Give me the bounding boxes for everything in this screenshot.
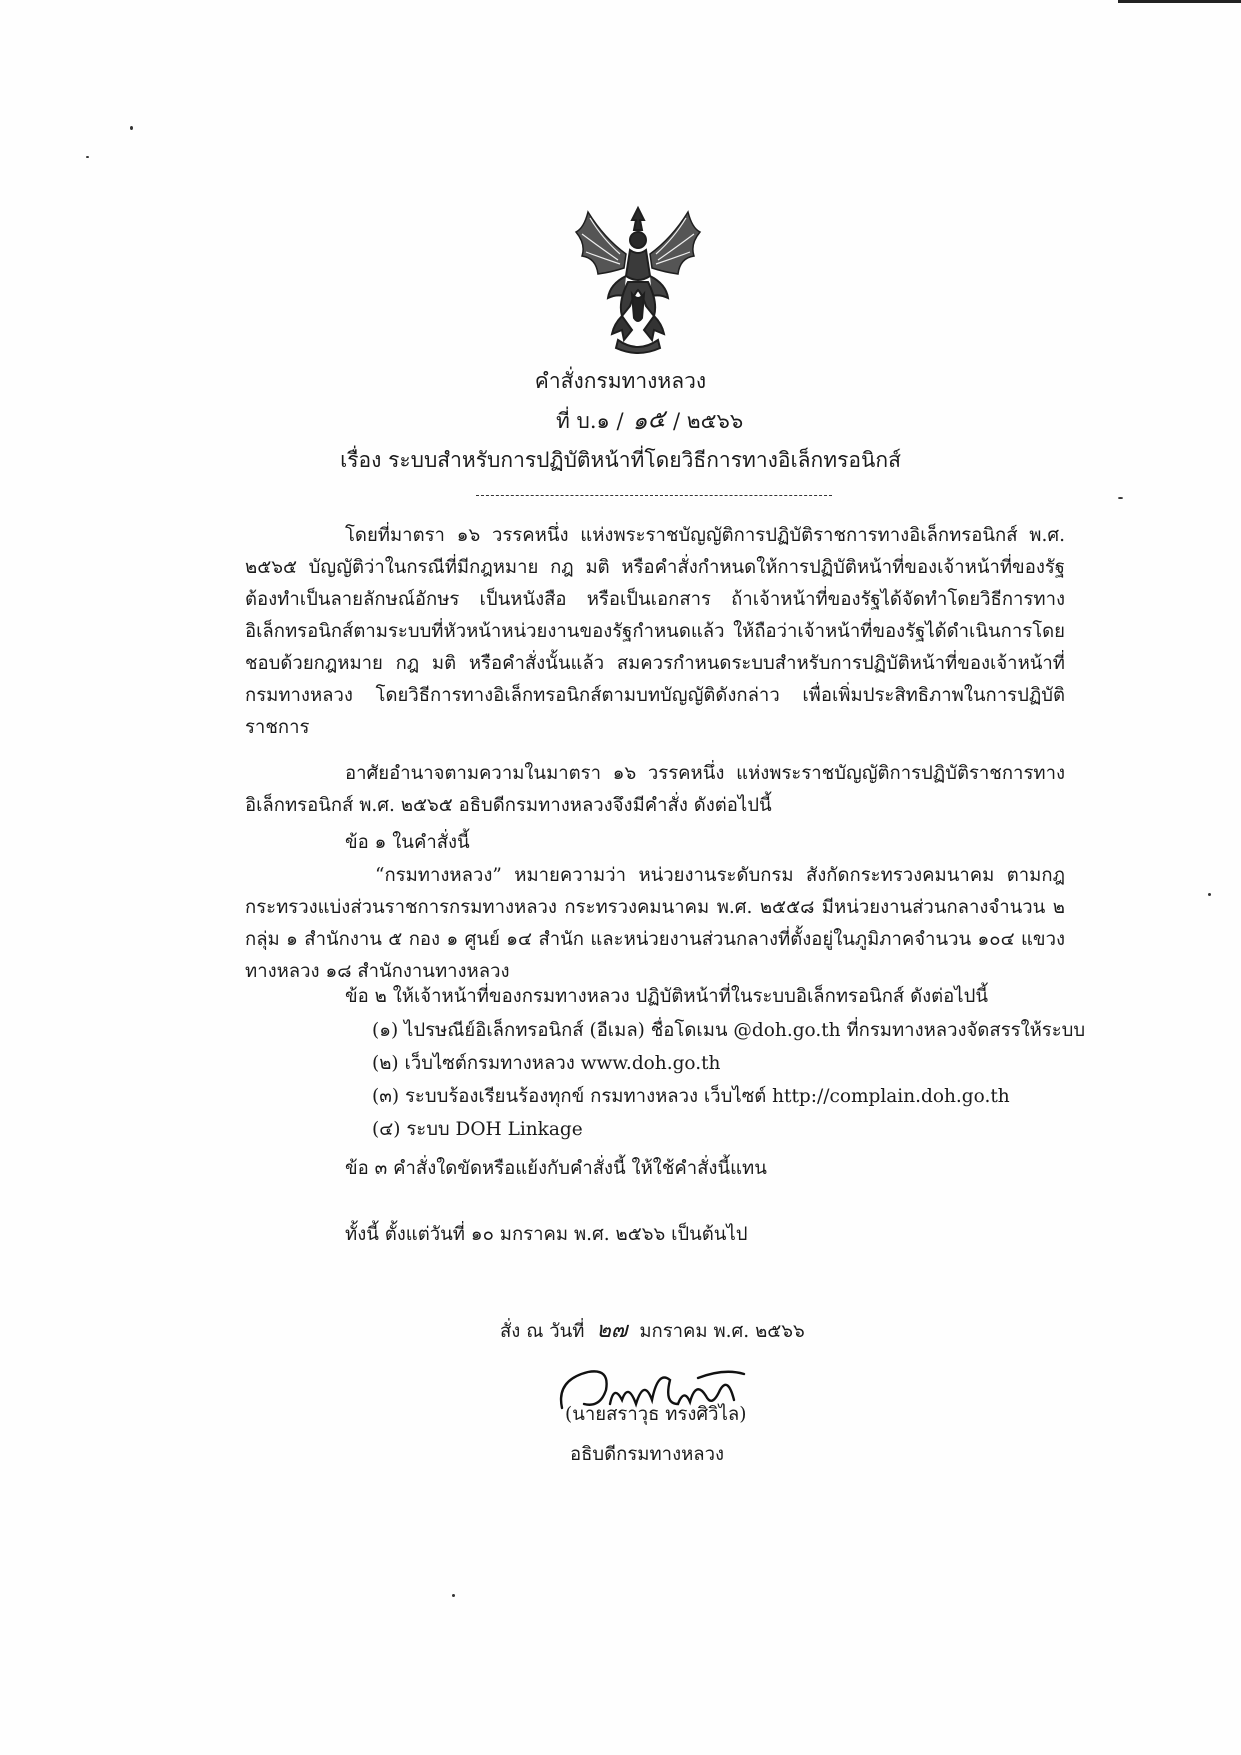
signed-date-suffix: มกราคม พ.ศ. ๒๕๖๖: [639, 1321, 805, 1342]
preamble-paragraph: [245, 520, 1065, 744]
order-number: [556, 405, 743, 436]
clause-3: ข้อ ๓ คำสั่งใดขัดหรือแย้งกับคำสั่งนี้ ให้ใช้คำสั่งนี้แทน: [345, 1158, 767, 1179]
authority-paragraph: [245, 758, 1065, 822]
clause-2-item: (๑) ไปรษณีย์อิเล็กทรอนิกส์ (อีเมล) ชื่อโดเมน @doh.go.th ที่กรมทางหลวงจัดสรรให้ระบบ: [372, 1020, 1086, 1041]
clause-2-item: (๔) ระบบ DOH Linkage: [372, 1119, 583, 1140]
scan-speck: [452, 1594, 455, 1597]
document-title: คำสั่งกรมทางหลวง: [534, 369, 707, 393]
scan-speck: [1118, 497, 1123, 499]
signed-date-handwritten-day: ๒๗: [596, 1318, 628, 1343]
scan-speck: [130, 126, 133, 130]
clause-1-heading: ข้อ ๑ ในคำสั่งนี้: [345, 832, 470, 853]
title-divider: [476, 495, 832, 496]
clause-1-paragraph: [245, 860, 1065, 988]
garuda-emblem-icon: [568, 198, 708, 358]
scan-edge-line: [1118, 0, 1241, 3]
signed-date: [500, 1316, 805, 1347]
order-number-prefix: ที่ บ.๑ /: [556, 409, 624, 433]
document-subject: เรื่อง ระบบสำหรับการปฏิบัติหน้าที่โดยวิธีการทางอิเล็กทรอนิกส์: [340, 448, 901, 472]
authority-text: อาศัยอำนาจตามความในมาตรา ๑๖ วรรคหนึ่ง แห่งพระราชบัญญัติการปฏิบัติราชการทางอิเล็กทรอนิกส์ พ.ศ. ๒๕๖๕ อธิบดีกรมทางหลวงจึงมีคำสั่ง ดังต่อไปนี้: [245, 763, 1065, 816]
clause-2-heading: ข้อ ๒ ให้เจ้าหน้าที่ของกรมทางหลวง ปฏิบัติหน้าที่ในระบบอิเล็กทรอนิกส์ ดังต่อไปนี้: [345, 986, 988, 1007]
signed-date-prefix: สั่ง ณ วันที่: [500, 1321, 585, 1342]
clause-2-item: (๓) ระบบร้องเรียนร้องทุกข์ กรมทางหลวง เว็บไซต์ http://complain.doh.go.th: [372, 1086, 1010, 1107]
signatory-position: อธิบดีกรมทางหลวง: [570, 1444, 725, 1465]
effective-date: ทั้งนี้ ตั้งแต่วันที่ ๑๐ มกราคม พ.ศ. ๒๕๖๖ เป็นต้นไป: [345, 1224, 748, 1245]
preamble-text: โดยที่มาตรา ๑๖ วรรคหนึ่ง แห่งพระราชบัญญัติการปฏิบัติราชการทางอิเล็กทรอนิกส์ พ.ศ. ๒๕๖๕ บัญญัติว่าในกรณีที่มีกฎหมาย กฎ มติ หรือคำสั่งกำหนดให้การปฏิบัติหน้าที่ของเจ้าหน้าที่ของรัฐต้องทำเป็นลายลักษณ์อักษร เป็นหนังสือ หรือเป็นเอกสาร ถ้าเจ้าหน้าที่ของรัฐได้จัดทำโดยวิธีการทางอิเล็กทรอนิกส์ตามระบบที่หัวหน้าหน่วยงานของรัฐกำหนดแล้ว ให้ถือว่าเจ้าหน้าที่ของรัฐได้ดำเนินการโดยชอบด้วยกฎหมาย กฎ มติ หรือคำสั่งนั้นแล้ว สมควรกำหนดระบบสำหรับการปฏิบัติหน้าที่ของเจ้าหน้าที่กรมทางหลวง โดยวิธีการทางอิเล็กทรอนิกส์ตามบทบัญญัติดังกล่าว เพื่อเพิ่มประสิทธิภาพในการปฏิบัติราชการ: [245, 525, 1065, 738]
order-number-handwritten: ๑๕: [630, 404, 667, 436]
clause-2-item: (๒) เว็บไซต์กรมทางหลวง www.doh.go.th: [372, 1053, 721, 1074]
scan-speck: [86, 156, 89, 158]
clause-1-body: “กรมทางหลวง” หมายความว่า หน่วยงานระดับกรม สังกัดกระทรวงคมนาคม ตามกฎกระทรวงแบ่งส่วนราชการกรมทางหลวง กระทรวงคมนาคม พ.ศ. ๒๕๕๘ มีหน่วยงานส่วนกลางจำนวน ๒ กลุ่ม ๑ สำนักงาน ๕ กอง ๑ ศูนย์ ๑๔ สำนัก และหน่วยงานส่วนกลางที่ตั้งอยู่ในภูมิภาคจำนวน ๑๐๔ แขวงทางหลวง ๑๘ สำนักงานทางหลวง: [245, 865, 1065, 982]
scan-speck: [1208, 893, 1211, 896]
order-number-suffix: / ๒๕๖๖: [673, 409, 744, 433]
signatory-name: (นายสราวุธ ทรงศิวิไล): [565, 1404, 747, 1425]
